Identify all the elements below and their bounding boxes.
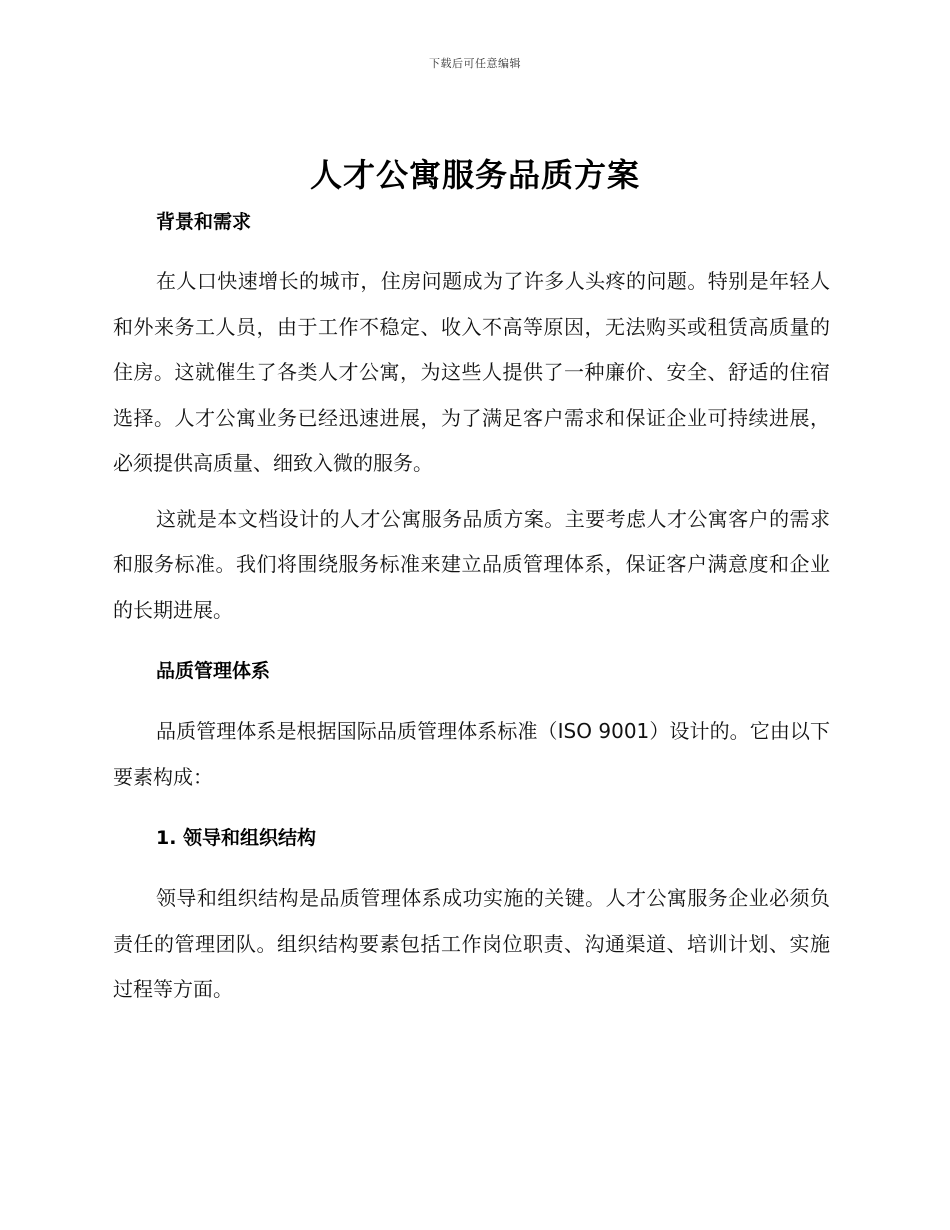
header-note: 下载后可任意编辑 (429, 57, 521, 70)
document-body (113, 202, 830, 1013)
paragraph-quality-system: 品质管理体系是根据国际品质管理体系标准（ISO 9001）设计的。它由以下要素构成： (113, 719, 830, 789)
paragraph-background-1: 在人口快速增长的城市，住房问题成为了许多人头疼的问题。特别是年轻人和外来务工人员，由于工作不稳定、收入不高等原因，无法购买或租赁高质量的住房。这就催生了各类人才公寓，为这些人提供了一种廉价、安全、舒适的住宿选择。人才公寓业务已经迅速进展，为了满足客户需求和保证企业可持续进展，必须提供高质量、细致入微的服务。 (113, 269, 830, 475)
section-heading-background: 背景和需求 (156, 211, 252, 233)
paragraph-background-2: 这就是本文档设计的人才公寓服务品质方案。主要考虑人才公寓客户的需求和服务标准。我们将围绕服务标准来建立品质管理体系，保证客户满意度和企业的长期进展。 (113, 506, 830, 622)
paragraph-leadership: 领导和组织结构是品质管理体系成功实施的关键。人才公寓服务企业必须负责任的管理团队。组织结构要素包括工作岗位职责、沟通渠道、培训计划、实施过程等方面。 (113, 886, 830, 1001)
document-title: 人才公寓服务品质方案 (309, 156, 640, 194)
section-heading-leadership: 1. 领导和组织结构 (156, 827, 317, 849)
section-heading-quality-system: 品质管理体系 (156, 660, 271, 682)
